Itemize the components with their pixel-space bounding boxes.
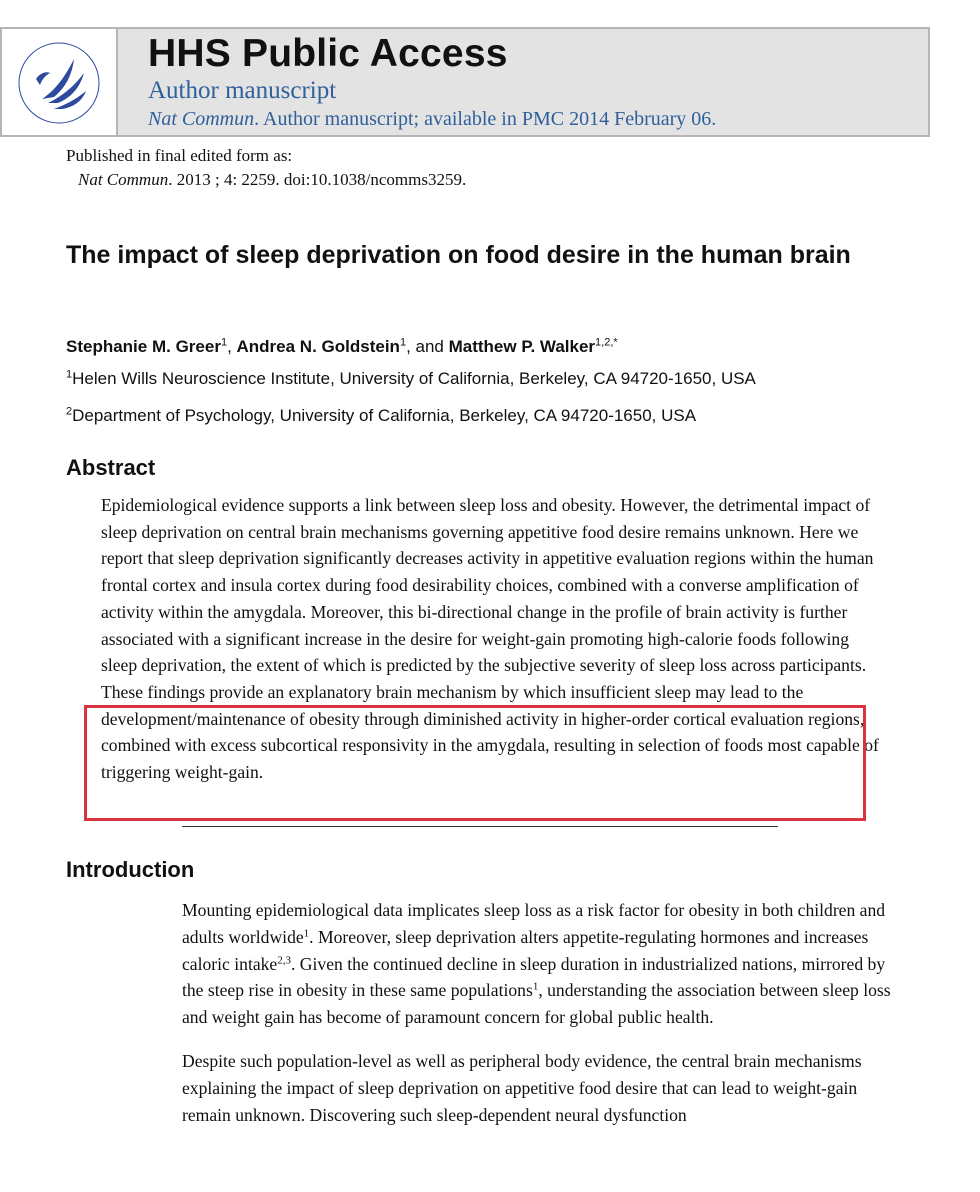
availability-line [148,108,716,131]
citation-line [66,168,466,192]
intro-text: . Given the continued decline in sleep duration in industrialized nations, mirrored by the steep rise in obesity in these same populations [182,953,886,1001]
author-affil-sup: 1 [399,336,407,349]
hhs-title: HHS Public Access [148,32,508,75]
paper-title: The impact of sleep deprivation on food desire in the human brain [66,241,851,269]
introduction-body [182,897,892,1145]
manuscript-type: Author manuscript [148,77,337,104]
section-divider [182,826,778,827]
author-separator: , [227,337,237,356]
author-name: Andrea N. Goldstein [236,337,400,356]
intro-paragraph-2: Despite such population-level as well as peripheral body evidence, the central brain mechanisms explaining the impact of sleep deprivation on appetitive food desire that can lead to weight-gain remain unknown. Discovering such sleep-dependent neural dysfunction [182,1050,862,1125]
author-list [66,335,926,359]
intro-text: . Moreover, sleep deprivation alters appetite-regulating hormones and increases caloric intake [182,926,869,974]
citation-ref: 2,3 [277,954,291,966]
author-affil-sup: 1,2,* [595,336,618,349]
author-affil-sup: 1 [220,336,228,349]
availability-text: . Author manuscript; available in PMC 2014 February 06. [254,108,717,130]
citation-ref: 1 [303,927,310,940]
affiliation-sup: 2 [66,405,73,418]
affiliation-text: Helen Wills Neuroscience Institute, University of California, Berkeley, CA 94720-1650, USA [72,369,756,388]
abstract-text: Epidemiological evidence supports a link between sleep loss and obesity. However, the detrimental impact of sleep deprivation on central brain mechanisms governing appetitive food desire remains unknown. Here we report that sleep deprivation significantly decreases activity in appetitive evaluation regions within the human frontal cortex and insula cortex during food desirability choices, combined with a converse amplification of activity within the amygdala. Moreover, this bi-directional change in the profile of brain activity is further associated with a significant increase in the desire for weight-gain promoting high-calorie foods following sleep deprivation, the extent of which is predicted by the subjective severity of sleep loss across participants. These findings provide an explanatory brain mechanism by which insufficient sleep may lead to the development/maintenance of obesity through diminished activity in higher-order cortical evaluation regions, combined with excess subcortical responsivity in the amygdala, resulting in selection of foods most capable of triggering weight-gain. [101,495,879,783]
intro-text: Mounting epidemiological data implicates sleep loss as a risk factor for obesity in both children and adults worldwide [182,900,886,947]
hhs-eagle-seal-icon [14,39,104,127]
availability-journal: Nat Commun [148,108,255,130]
affiliation-1 [66,367,946,391]
citation-ref: 1 [532,980,539,993]
intro-text: , understanding the association between sleep loss and weight gain has become of paramount concern for global public health. [182,980,891,1028]
author-name: Matthew P. Walker [448,337,596,356]
published-citation [66,144,466,192]
hhs-logo [2,29,118,135]
abstract-body [101,492,881,786]
hhs-public-access-banner [0,27,930,137]
citation-details: . 2013 ; 4: 2259. doi:10.1038/ncomms3259. [168,170,467,189]
author-name: Stephanie M. Greer [66,337,221,356]
intro-paragraph-1 [182,897,892,1031]
abstract-heading: Abstract [66,455,156,480]
published-label: Published in final edited form as: [66,146,293,165]
affiliation-2 [66,404,946,428]
affiliation-text: Department of Psychology, University of California, Berkeley, CA 94720-1650, USA [72,406,697,425]
citation-journal: Nat Commun [78,170,169,189]
affiliation-sup: 1 [66,368,73,381]
author-separator: , and [406,337,449,356]
introduction-heading: Introduction [66,857,195,882]
